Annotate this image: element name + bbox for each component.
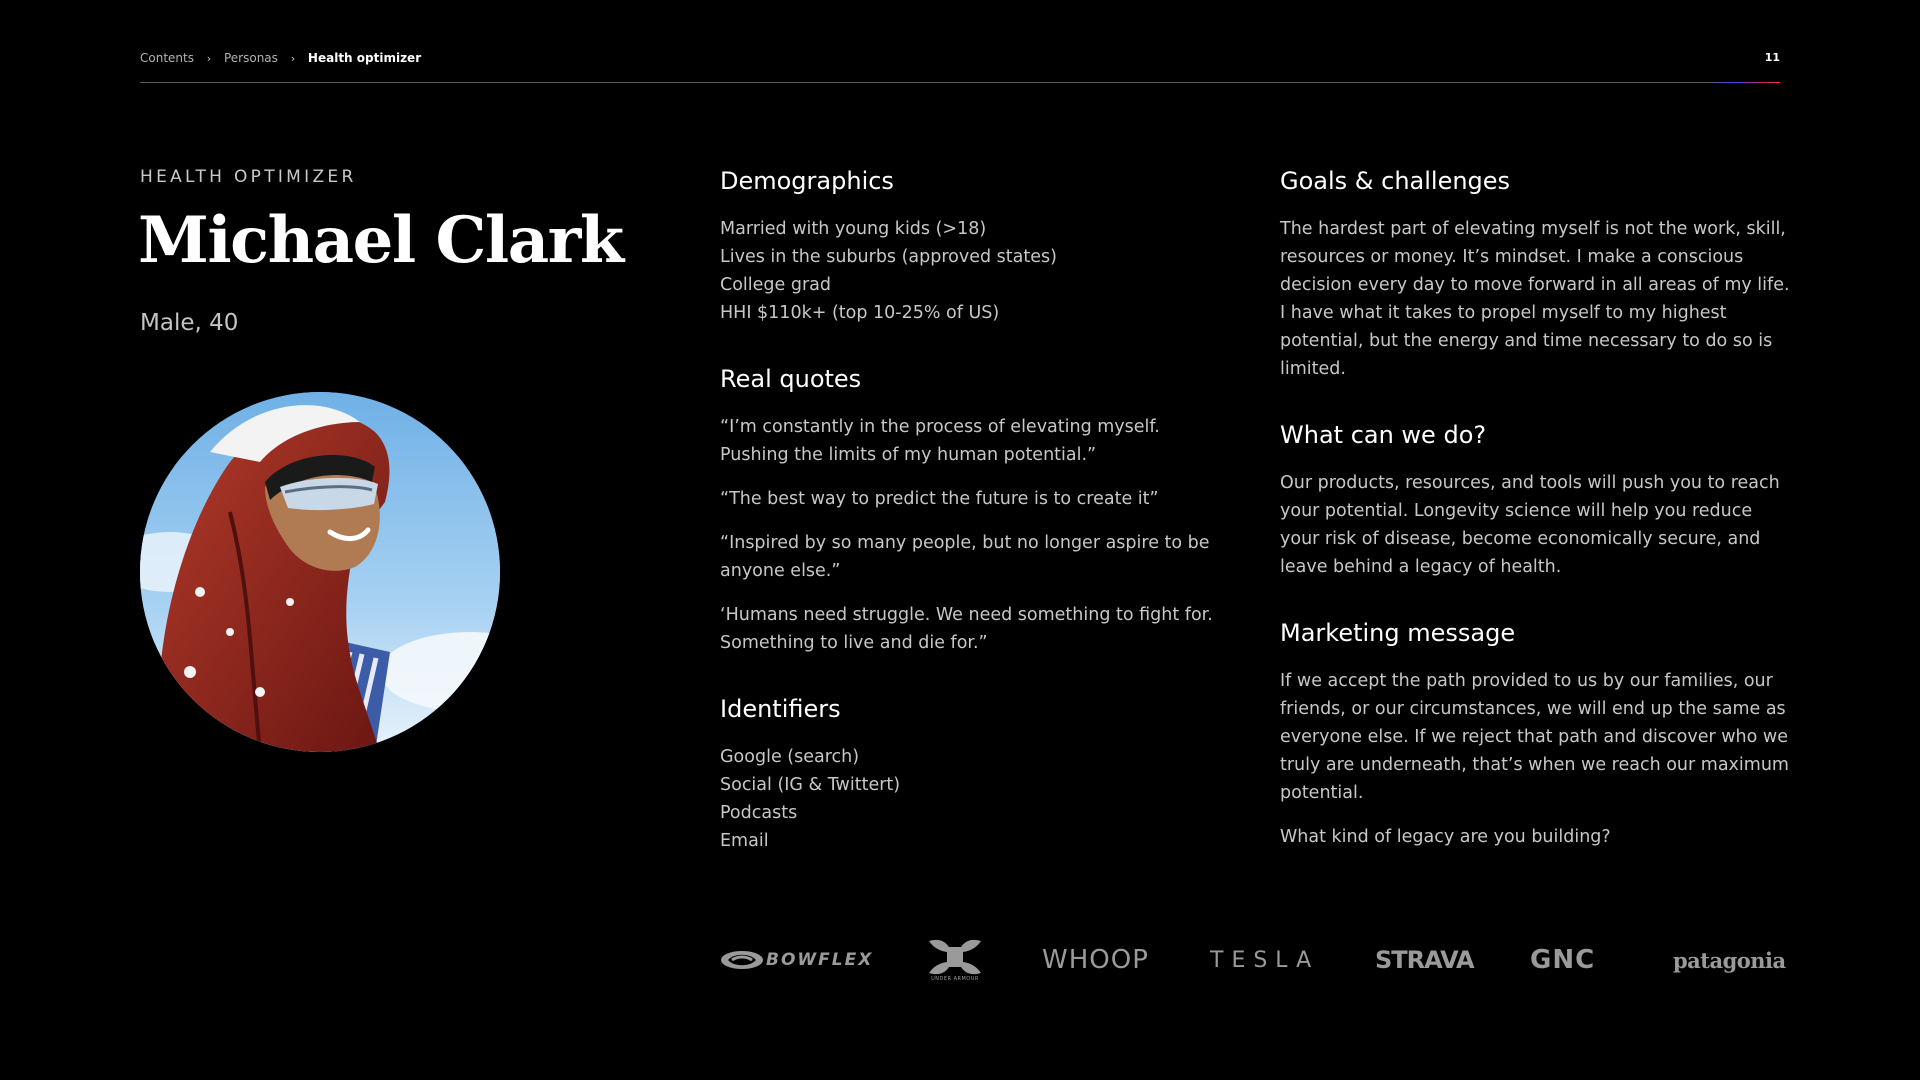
persona-name: Michael Clark [138,203,623,278]
tesla-logo [1210,930,1319,990]
tesla-wordmark: TESLA [1210,947,1320,973]
bowflex-mark-icon [720,950,764,970]
marketing-paragraph: What kind of legacy are you building? [1280,827,1611,847]
identifiers-title: Identifiers [720,695,841,723]
persona-strategy-column [1280,165,1790,887]
brand-logos [720,930,1786,990]
demographics-list [720,215,1230,327]
breadcrumb-current: Health optimizer [307,51,422,65]
under-armour-wordmark: UNDER ARMOUR [931,976,979,982]
what-can-we-do-section [1280,419,1790,581]
chevron-right-icon: › [290,51,296,65]
marketing-title: Marketing message [1280,619,1516,647]
persona-photo [140,392,500,752]
top-bar [140,51,1780,67]
identifiers-list [720,743,1230,855]
whoop-wordmark: WHOOP [1042,945,1149,975]
gnc-logo [1530,930,1595,990]
demographics-section [720,165,1230,327]
patagonia-logo [1673,930,1786,990]
bowflex-wordmark: BOWFLEX [766,950,874,970]
breadcrumb [140,51,421,65]
breadcrumb-contents[interactable]: Contents [140,51,194,65]
patagonia-wordmark: patagonia [1673,947,1786,973]
what-can-we-do-text: Our products, resources, and tools will push you to reach your potential. Longevity science will help you reduce your risk of disease, become economically secure, and leave behind a legacy of health. [1280,473,1780,577]
identifier-item: Social (IG & Twittert) [720,775,901,795]
gnc-wordmark: GNC [1530,945,1596,975]
goals-section [1280,165,1790,383]
persona-meta: Male, 40 [140,310,239,336]
goals-text: The hardest part of elevating myself is not the work, skill, resources or money. It’s mindset. I make a conscious decision every day to move forward in all areas of my life. I have what it takes to propel myself to my highest potential, but the energy and time necessary to do so is limited. [1280,219,1790,379]
quote-item: “I’m constantly in the process of elevating myself. Pushing the limits of my human potential.” [720,417,1160,465]
marketing-paragraph: If we accept the path provided to us by our families, our friends, or our circumstances, we will end up the same as everyone else. If we reject that path and discover who we truly are underneath, that’s when we reach our maximum potential. [1280,671,1789,803]
quotes-section [720,363,1230,657]
chevron-right-icon: › [206,51,212,65]
identifier-item: Google (search) [720,747,860,767]
what-can-we-do-title: What can we do? [1280,421,1487,449]
identifier-item: Email [720,831,769,851]
marketing-section [1280,617,1790,851]
demographics-item: HHI $110k+ (top 10-25% of US) [720,303,1000,323]
page-number: 11 [1764,51,1780,64]
strava-logo [1375,930,1474,990]
goals-title: Goals & challenges [1280,167,1511,195]
breadcrumb-personas[interactable]: Personas [223,51,278,65]
demographics-item: Lives in the suburbs (approved states) [720,247,1057,267]
persona-details-column [720,165,1230,891]
under-armour-logo [925,930,985,990]
under-armour-mark-icon [925,938,985,976]
demographics-item: Married with young kids (>18) [720,219,987,239]
quotes-title: Real quotes [720,365,862,393]
demographics-title: Demographics [720,167,894,195]
whoop-logo [1042,930,1149,990]
persona-category: HEALTH OPTIMIZER [140,167,357,187]
identifiers-section [720,693,1230,855]
quote-item: “The best way to predict the future is to create it” [720,489,1159,509]
strava-wordmark: STRAVA [1375,946,1474,974]
quote-item: ‘Humans need struggle. We need something to fight for. Something to live and die for.” [720,605,1213,653]
demographics-item: College grad [720,275,831,295]
quote-item: “Inspired by so many people, but no longer aspire to be anyone else.” [720,533,1210,581]
identifier-item: Podcasts [720,803,798,823]
header-divider [140,82,1780,83]
bowflex-logo [720,930,873,990]
